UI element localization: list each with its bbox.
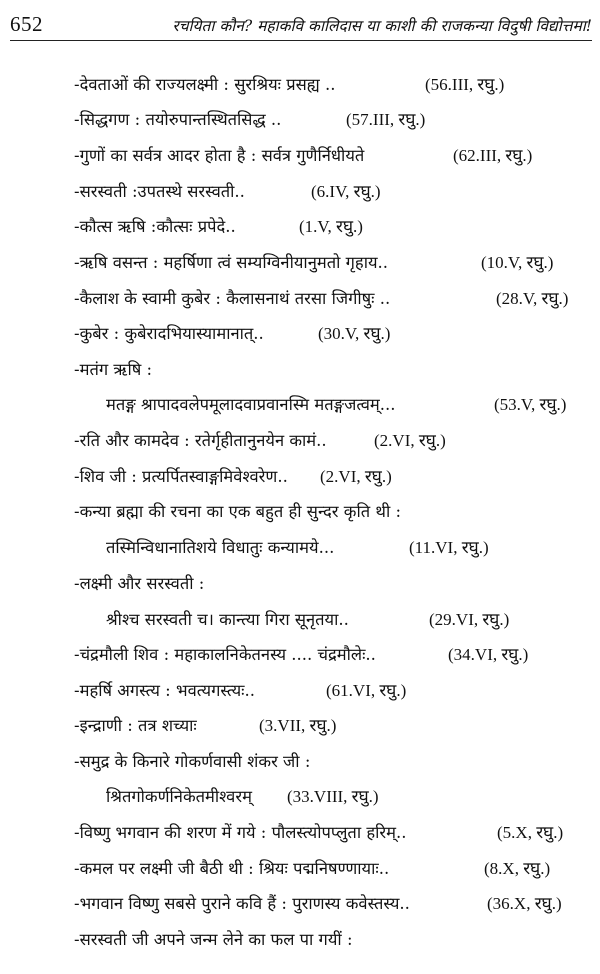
entry-reference: (29.VI, रघु.): [429, 610, 510, 629]
page-number: 652: [10, 12, 43, 36]
entry-line: [0, 533, 600, 563]
entry-text: मतङ्ग श्रापादवलेपमूलादवाप्रवानस्मि मतङ्गजत्वम्...: [106, 395, 396, 414]
entry-text: -कमल पर लक्ष्मी जी बैठी थी : श्रियः पद्मनिषण्णायाः..: [74, 859, 390, 878]
entry-line: [0, 640, 600, 670]
entry-line: [0, 747, 600, 777]
entry-line: [0, 284, 600, 314]
entry-text: -समुद्र के किनारे गोकर्णवासी शंकर जी :: [74, 752, 311, 771]
entry-reference: (30.V, रघु.): [318, 324, 391, 343]
entry-line: [0, 711, 600, 741]
entry-reference: (57.III, रघु.): [346, 110, 426, 129]
entry-text: -ऋषि वसन्त : महर्षिणा त्वं सम्यग्विनीयानुमतो गृहाय..: [74, 253, 389, 272]
entry-line: [0, 676, 600, 706]
entry-text: -कैलाश के स्वामी कुबेर : कैलासनाथं तरसा जिगीषुः ..: [74, 289, 391, 308]
entry-line: [0, 854, 600, 884]
entry-text: -महर्षि अगस्त्य : भवत्यगस्त्यः..: [74, 681, 255, 700]
entry-line: [0, 889, 600, 919]
entry-line: [0, 497, 600, 527]
entry-reference: (28.V, रघु.): [496, 289, 569, 308]
entry-text: श्रीश्च सरस्वती च। कान्त्या गिरा सूनृतया..: [106, 610, 349, 629]
entry-text: -देवताओं की राज्यलक्ष्मी : सुरश्रियः प्रसह्य ..: [74, 75, 336, 94]
entry-reference: (2.VI, रघु.): [374, 431, 446, 450]
entry-line: [0, 818, 600, 848]
entry-line: [0, 462, 600, 492]
entry-reference: (5.X, रघु.): [497, 823, 564, 842]
entry-line: [0, 105, 600, 135]
entry-text: -चंद्रमौली शिव : महाकालनिकेतनस्य .... चंद्रमौलेः..: [74, 645, 376, 664]
entry-text: -कुबेर : कुबेरादभियास्यामानात्..: [74, 324, 264, 343]
entry-line: [0, 569, 600, 599]
entry-reference: (56.III, रघु.): [425, 75, 505, 94]
entry-text: -सरस्वती :उपतस्थे सरस्वती..: [74, 182, 245, 201]
entry-reference: (11.VI, रघु.): [409, 538, 489, 557]
entry-reference: (8.X, रघु.): [484, 859, 551, 878]
entry-text: -सिद्धगण : तयोरुपान्तस्थितसिद्ध ..: [74, 110, 282, 129]
entry-reference: (1.V, रघु.): [299, 217, 363, 236]
entry-reference: (2.VI, रघु.): [320, 467, 392, 486]
entry-reference: (3.VII, रघु.): [259, 716, 337, 735]
entry-text: श्रितगोकर्णनिकेतमीश्वरम्: [106, 787, 252, 806]
entry-reference: (33.VIII, रघु.): [287, 787, 379, 806]
entry-reference: (34.VI, रघु.): [448, 645, 529, 664]
entry-reference: (6.IV, रघु.): [311, 182, 381, 201]
entry-line: [0, 248, 600, 278]
entry-reference: (53.V, रघु.): [494, 395, 567, 414]
entry-line: [0, 141, 600, 171]
entry-reference: (61.VI, रघु.): [326, 681, 407, 700]
entry-text: -रति और कामदेव : रतेर्गृहीतानुनयेन कामं..: [74, 431, 327, 450]
entry-line: [0, 925, 600, 955]
entry-line: [0, 390, 600, 420]
entry-line: [0, 782, 600, 812]
entry-text: -विष्णु भगवान की शरण में गये : पौलस्त्योपप्लुता हरिम्..: [74, 823, 407, 842]
page-header: [10, 10, 592, 41]
entry-reference: (62.III, रघु.): [453, 146, 533, 165]
entry-reference: (10.V, रघु.): [481, 253, 554, 272]
entry-line: [0, 70, 600, 100]
entry-text: -भगवान विष्णु सबसे पुराने कवि हैं : पुराणस्य कवेस्तस्य..: [74, 894, 410, 913]
entry-text: -इन्द्राणी : तत्र शच्याः: [74, 716, 197, 735]
entry-text: -लक्ष्मी और सरस्वती :: [74, 574, 205, 593]
running-title: रचयिता कौन? महाकवि कालिदास या काशी की राजकन्या विदुषी विद्योत्तमा!: [172, 17, 592, 35]
entry-line: [0, 355, 600, 385]
entry-line: [0, 605, 600, 635]
entry-text: -सरस्वती जी अपने जन्म लेने का फल पा गयीं :: [74, 930, 353, 949]
entry-text: -शिव जी : प्रत्यर्पितस्वाङ्गमिवेश्वरेण..: [74, 467, 288, 486]
entry-text: -गुणों का सर्वत्र आदर होता है : सर्वत्र गुणैर्निधीयते: [74, 146, 365, 165]
entry-line: [0, 177, 600, 207]
entry-line: [0, 319, 600, 349]
entry-text: -कन्या ब्रह्मा की रचना का एक बहुत ही सुन्दर कृति थी :: [74, 502, 402, 521]
entry-reference: (36.X, रघु.): [487, 894, 562, 913]
entry-text: -कौत्स ऋषि :कौत्सः प्रपेदे..: [74, 217, 236, 236]
entry-line: [0, 426, 600, 456]
entry-text: -मतंग ऋषि :: [74, 360, 153, 379]
entry-line: [0, 212, 600, 242]
entry-text: तस्मिन्विधानातिशये विधातुः कन्यामये...: [106, 538, 335, 557]
